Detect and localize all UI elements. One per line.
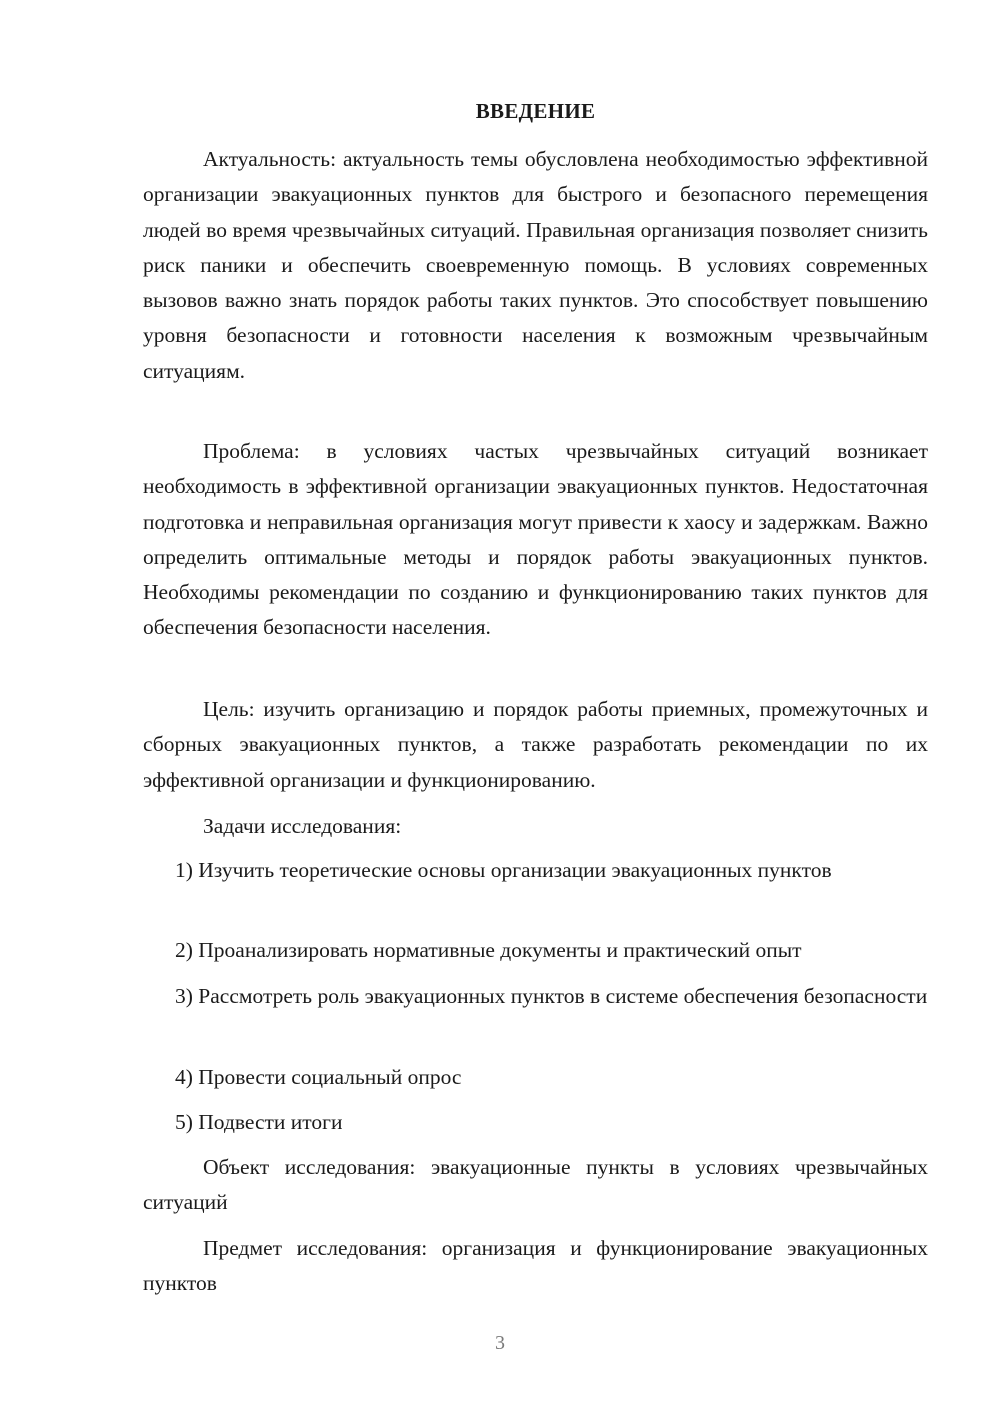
task-item-2: 2) Проанализировать нормативные документы и практический опыт bbox=[175, 938, 802, 962]
page-title: ВВЕДЕНИЕ bbox=[475, 99, 596, 123]
task-item-4: 4) Провести социальный опрос bbox=[175, 1065, 462, 1089]
paragraph-object: Объект исследования: эвакуационные пункты в условиях чрезвычайных ситуаций bbox=[143, 1155, 928, 1215]
page-number: 3 bbox=[495, 1332, 505, 1354]
task-item-1: 1) Изучить теоретические основы организации эвакуационных пунктов bbox=[175, 858, 832, 882]
paragraph-subject: Предмет исследования: организация и функционирование эвакуационных пунктов bbox=[143, 1236, 928, 1296]
paragraph-problem: Проблема: в условиях частых чрезвычайных ситуаций возникает необходимость в эффективной организации эвакуационных пунктов. Недостаточная подготовка и неправильная организация могут привести к хаосу и задержкам. Важно определить оптимальные методы и порядок работы эвакуационных пунктов. Необходимы рекомендации по созданию и функционированию таких пунктов для обеспечения безопасности населения. bbox=[143, 439, 928, 640]
tasks-heading: Задачи исследования: bbox=[203, 814, 402, 838]
task-item-5: 5) Подвести итоги bbox=[175, 1110, 343, 1134]
paragraph-relevance: Актуальность: актуальность темы обусловлена необходимостью эффективной организации эвакуационных пунктов для быстрого и безопасного перемещения людей во время чрезвычайных ситуаций. Правильная организация позволяет снизить риск паники и обеспечить своевременную помощь. В условиях современных вызовов важно знать порядок работы таких пунктов. Это способствует повышению уровня безопасности и готовности населения к возможным чрезвычайным ситуациям. bbox=[143, 147, 928, 383]
task-item-3: 3) Рассмотреть роль эвакуационных пунктов в системе обеспечения безопасности bbox=[175, 984, 928, 1008]
paragraph-goal: Цель: изучить организацию и порядок работы приемных, промежуточных и сборных эвакуационных пунктов, а также разработать рекомендации по их эффективной организации и функционированию. bbox=[143, 697, 928, 792]
